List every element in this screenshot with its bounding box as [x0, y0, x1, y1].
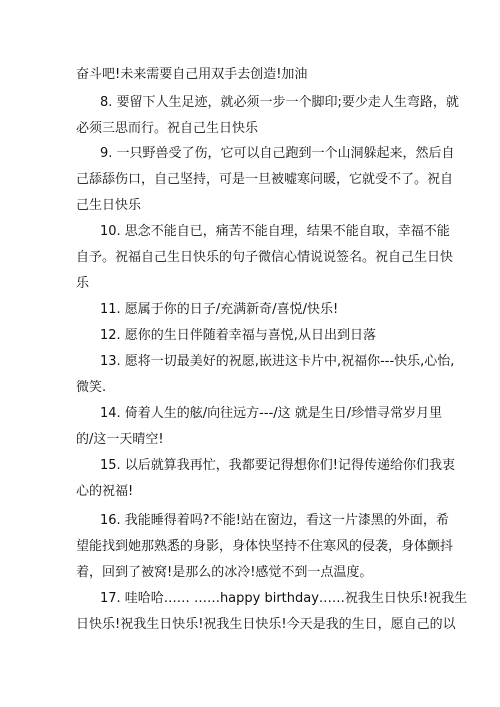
- text-line: 望能找到她那熟悉的身影，身体快坚持不住寒风的侵袭，身体颤抖: [76, 539, 454, 554]
- text-line: 15. 以后就算我再忙，我都要记得想你们!记得传递给你们我衷: [100, 458, 456, 473]
- text-line: 日快乐!祝我生日快乐!祝我生日快乐!今天是我的生日，愿自己的以: [76, 617, 456, 632]
- text-line: 9. 一只野兽受了伤，它可以自己跑到一个山洞躲起来，然后自: [100, 146, 455, 161]
- text-line: 着，回到了被窝!是那么的冰冷!感觉不到一点温度。: [76, 565, 373, 580]
- text-line: 己生日快乐: [76, 198, 142, 213]
- text-line: 13. 愿将一切最美好的祝愿,嵌进这卡片中,祝福你---快乐,心怡,: [100, 354, 455, 369]
- text-line: 17. 哇哈哈…… ……happy birthday……祝我生日快乐!祝我生: [100, 591, 468, 606]
- text-line: 10. 思念不能自已，痛苦不能自理，结果不能自取，幸福不能: [100, 224, 450, 239]
- text-line: 的/这一天晴空!: [76, 432, 164, 447]
- text-line: 16. 我能睡得着吗?不能!站在窗边，看这一片漆黑的外面，希: [100, 513, 449, 528]
- text-line: 11. 愿属于你的日子/充满新奇/喜悦/快乐!: [100, 302, 339, 317]
- text-line: 己舔舔伤口，自己坚持，可是一旦被嘘寒问暖，它就受不了。祝自: [76, 172, 454, 187]
- text-line: 12. 愿你的生日伴随着幸福与喜悦,从日出到日落: [100, 328, 376, 343]
- text-line: 微笑.: [76, 380, 107, 395]
- text-line: 乐: [76, 276, 90, 291]
- text-line: 必须三思而行。祝自己生日快乐: [76, 121, 259, 136]
- text-line: 8. 要留下人生足迹，就必须一步一个脚印;要少走人生弯路，就: [100, 95, 459, 110]
- text-line: 心的祝福!: [76, 484, 134, 499]
- text-line: 自予。祝福自己生日快乐的句子微信心情说说签名。祝自己生日快: [76, 250, 454, 265]
- text-line: 14. 倚着人生的舷/向往远方---/这 就是生日/珍惜寻常岁月里: [100, 406, 443, 421]
- text-line: 奋斗吧!未来需要自己用双手去创造!加油: [76, 67, 308, 82]
